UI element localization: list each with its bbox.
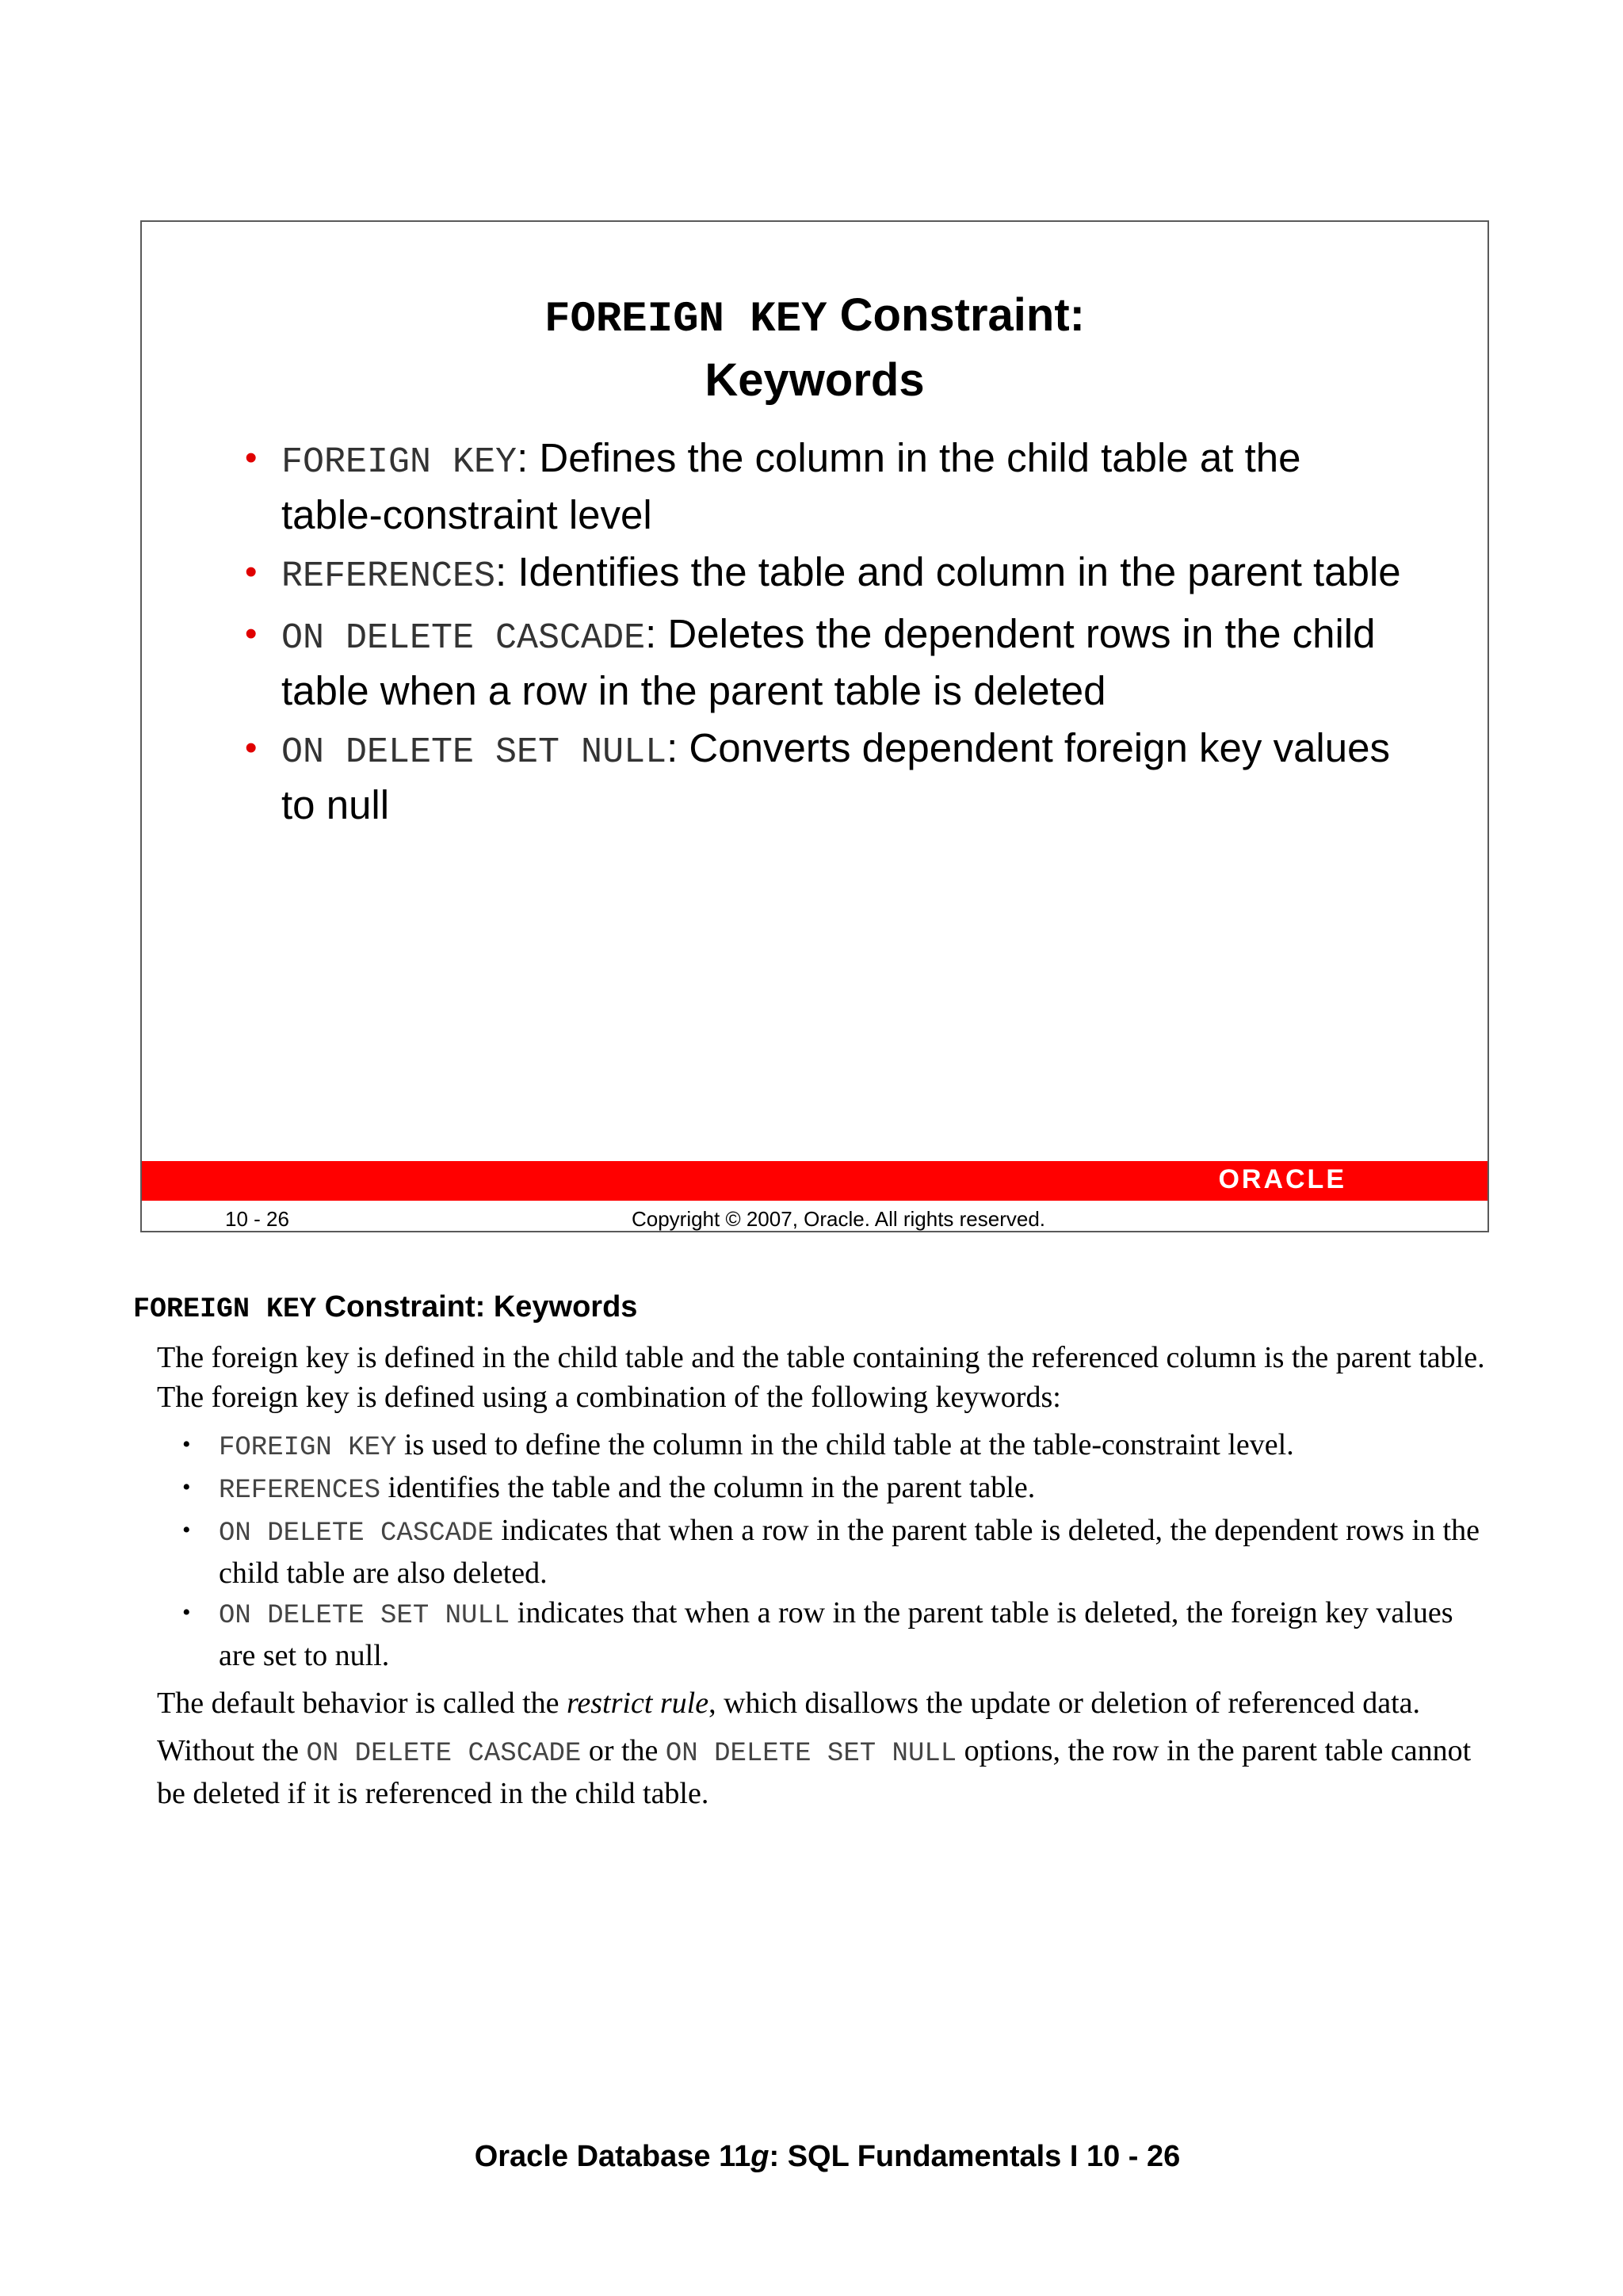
- notes-item-text: is used to define the column in the child table at the table-constraint level.: [396, 1428, 1294, 1461]
- slide-bullet: [245, 722, 1402, 831]
- slide-bullet-code: ON DELETE CASCADE: [281, 618, 646, 659]
- bullet-dot-icon: •: [182, 1599, 191, 1626]
- slide-bullet-list: [245, 432, 1402, 836]
- restrict-rule-term: restrict rule: [567, 1687, 709, 1720]
- notes-body: [157, 1338, 1496, 1821]
- slide-number: 10 - 26: [225, 1207, 289, 1231]
- slide-bullet-text: : Converts dependent foreign key values to null: [281, 725, 1390, 827]
- notes-item-code: ON DELETE CASCADE: [219, 1519, 494, 1549]
- slide-frame: [140, 220, 1489, 1232]
- notes-item-text: indicates that when a row in the parent table is deleted, the foreign key values are set to null.: [219, 1596, 1453, 1672]
- bullet-dot-icon: •: [182, 1517, 191, 1543]
- notes-para3-code: ON DELETE SET NULL: [665, 1739, 957, 1769]
- bullet-dot-icon: •: [245, 552, 258, 591]
- notes-heading: [133, 1290, 637, 1325]
- notes-para3-text: options, the row in the parent table cannot be deleted if it is referenced in the child table.: [157, 1734, 1472, 1810]
- slide-bullet-code: REFERENCES: [281, 556, 496, 597]
- notes-para2-text: The default behavior is called the: [157, 1687, 567, 1720]
- notes-item-code: REFERENCES: [219, 1476, 381, 1506]
- oracle-red-bar: [142, 1161, 1487, 1201]
- notes-para3-text: Without the: [157, 1734, 307, 1767]
- notes-list-item: [157, 1593, 1496, 1675]
- notes-para3-text: or the: [581, 1734, 666, 1767]
- slide-title-rest: Constraint:: [827, 289, 1085, 341]
- notes-list-item: [157, 1511, 1496, 1593]
- oracle-logo: ORACLE: [1218, 1164, 1346, 1194]
- notes-item-text: identifies the table and the column in the parent table.: [380, 1471, 1036, 1504]
- notes-list: [157, 1425, 1496, 1675]
- notes-intro: The foreign key is defined in the child table and the table containing the referenced column is the parent table. The foreign key is defined using a combination of the following keywords:: [157, 1341, 1485, 1414]
- notes-paragraph-restrict: [157, 1683, 1496, 1723]
- slide-bullet-text: : Defines the column in the child table at the table-constraint level: [281, 435, 1301, 537]
- bullet-dot-icon: •: [245, 614, 258, 653]
- slide-copyright: Copyright © 2007, Oracle. All rights reserved.: [631, 1207, 1046, 1231]
- slide-bullet: [245, 608, 1402, 717]
- notes-item-text: indicates that when a row in the parent table is deleted, the dependent rows in the child table are also deleted.: [219, 1514, 1480, 1590]
- slide-title-line2: Keywords: [705, 354, 925, 406]
- slide-bullet-code: FOREIGN KEY: [281, 442, 517, 483]
- notes-heading-code: FOREIGN KEY: [133, 1293, 317, 1325]
- notes-list-item: [157, 1468, 1496, 1511]
- slide-bullet: [245, 432, 1402, 541]
- notes-item-code: FOREIGN KEY: [219, 1433, 397, 1463]
- notes-para2-text: , which disallows the update or deletion of referenced data.: [708, 1687, 1421, 1720]
- slide-bullet: [245, 546, 1402, 603]
- notes-para3-code: ON DELETE CASCADE: [306, 1739, 582, 1769]
- bullet-dot-icon: •: [182, 1474, 191, 1500]
- bullet-dot-icon: •: [245, 728, 258, 767]
- slide-bullet-code: ON DELETE SET NULL: [281, 732, 667, 773]
- notes-list-item: [157, 1425, 1496, 1468]
- slide-title-code: FOREIGN KEY: [544, 296, 827, 344]
- slide-bullet-text: : Identifies the table and column in the parent table: [495, 549, 1401, 594]
- notes-paragraph-without: [157, 1731, 1496, 1813]
- footer-text: : SQL Fundamentals I 10 - 26: [769, 2140, 1181, 2173]
- slide-bullet-text: : Deletes the dependent rows in the child table when a row in the parent table is deleted: [281, 611, 1376, 713]
- slide-title: [142, 285, 1487, 411]
- footer-text: Oracle Database 11: [474, 2140, 751, 2173]
- page-footer: [0, 2140, 1623, 2174]
- notes-item-code: ON DELETE SET NULL: [219, 1601, 510, 1631]
- notes-heading-rest: Constraint: Keywords: [316, 1290, 638, 1324]
- footer-g: g: [750, 2140, 769, 2173]
- bullet-dot-icon: •: [245, 438, 258, 477]
- bullet-dot-icon: •: [182, 1431, 191, 1457]
